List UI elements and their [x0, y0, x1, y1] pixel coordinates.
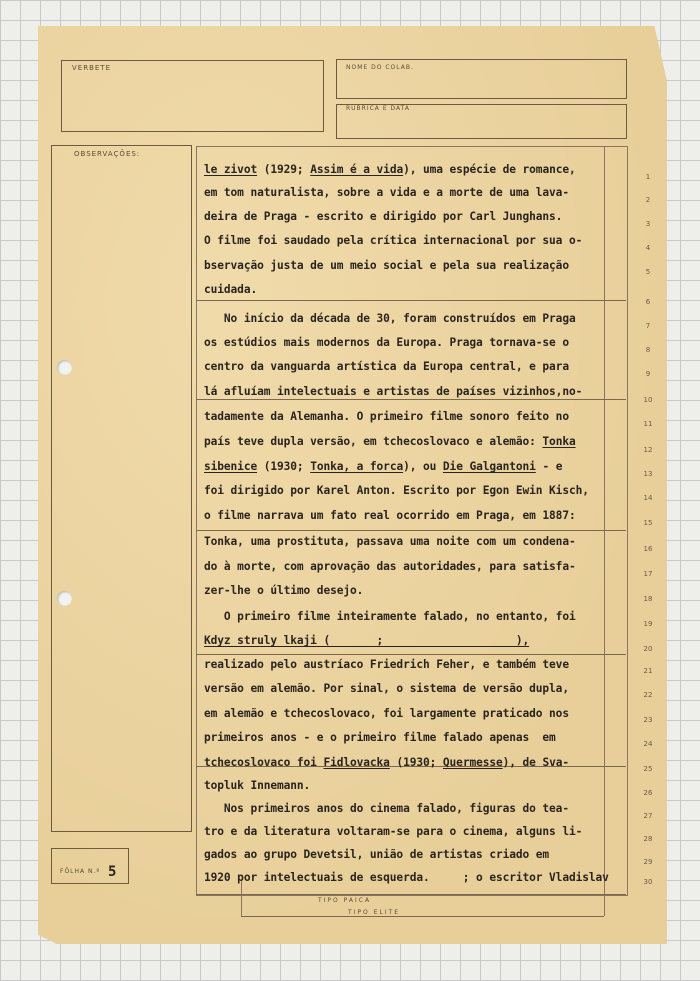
line-number: 1: [645, 173, 651, 181]
line-number: 20: [643, 645, 653, 653]
line-number: 6: [645, 298, 651, 306]
text-span: ), de Sva-: [502, 756, 569, 769]
text-line-27: Nos primeiros anos do cinema falado, figuras do tea-: [204, 802, 569, 815]
margin-rule-left: [241, 880, 242, 916]
text-line-1: [204, 163, 576, 176]
text-line-14: foi dirigido por Karel Anton. Escrito por Egon Ewin Kisch,: [204, 484, 589, 497]
text-line-12: [204, 435, 576, 448]
film-title: Kdyz struly lkaji: [204, 634, 317, 647]
text-line-9: centro da vanguarda artística da Europa central, e para: [204, 360, 569, 373]
text-line-17: do à morte, com aprovação das autoridades, para satisfa-: [204, 560, 576, 573]
line-number: 8: [645, 346, 651, 354]
text-line-2: em tom naturalista, sobre a vida e a morte de uma lava-: [204, 186, 569, 199]
line-number: 13: [643, 470, 653, 478]
text-line-7: No início da década de 30, foram construídos em Praga: [204, 312, 576, 325]
text-line-20: [204, 634, 529, 647]
text-span: - e: [535, 460, 563, 473]
line-number: 14: [643, 494, 653, 502]
folha-box: [51, 848, 129, 884]
line-number: 3: [645, 220, 651, 228]
film-title-translation: Assim é a vida: [310, 163, 404, 176]
guide-rule: [196, 399, 626, 400]
text-line-11: tadamente da Alemanha. O primeiro filme sonoro feito no: [204, 410, 569, 423]
line-number: 9: [645, 370, 651, 378]
line-number: 30: [643, 878, 653, 886]
line-number: 26: [643, 789, 653, 797]
text-line-4: O filme foi saudado pela crítica internacional por sua o-: [204, 234, 583, 247]
nome-colab-label: NOME DO COLAB.: [346, 64, 414, 71]
line-number: 24: [643, 740, 653, 748]
text-line-26: topluk Innemann.: [204, 779, 311, 792]
film-title-translation: Quermesse: [442, 756, 503, 769]
tipo-elite-label: TIPO ELITE: [348, 909, 401, 916]
observacoes-box: [51, 145, 192, 832]
line-number: 18: [643, 595, 653, 603]
guide-rule: [196, 530, 626, 531]
line-number: 2: [645, 196, 651, 204]
text-line-13: [204, 460, 562, 473]
film-title: Tonka: [542, 435, 576, 448]
line-number: 4: [645, 244, 651, 252]
text-span: (1930;: [257, 460, 311, 473]
line-number: 29: [643, 858, 653, 866]
text-span: (1929;: [257, 163, 311, 176]
text-span: país teve dupla versão, em tchecoslovaco e alemão:: [204, 435, 543, 448]
line-number: 12: [643, 446, 653, 454]
film-title: sibenice: [204, 460, 258, 473]
observacoes-label: OBSERVAÇÕES:: [74, 150, 141, 158]
film-title-blank: ( ; ),: [316, 634, 530, 647]
film-title-translation: Tonka, a forca: [310, 460, 404, 473]
verbete-label: VERBETE: [72, 64, 111, 72]
text-line-25: [204, 756, 569, 769]
text-line-21: realizado pelo austríaco Friedrich Feher, e também teve: [204, 658, 569, 671]
folha-number: 5: [108, 864, 117, 880]
line-number: 7: [645, 322, 651, 330]
text-line-24: primeiros anos - e o primeiro filme falado apenas em: [204, 731, 556, 744]
text-span: (1930;: [389, 756, 443, 769]
line-number: 19: [643, 620, 653, 628]
film-title: le zivot: [204, 163, 258, 176]
text-line-22: versão em alemão. Por sinal, o sistema de versão dupla,: [204, 682, 569, 695]
margin-rule-right: [604, 146, 605, 916]
text-line-3: deira de Praga - escrito e dirigido por Carl Junghans.: [204, 210, 563, 223]
line-number: 22: [643, 691, 653, 699]
text-span: ), ou: [403, 460, 443, 473]
line-number: 5: [645, 268, 651, 276]
text-line-28: tro e da literatura voltaram-se para o cinema, alguns li-: [204, 825, 583, 838]
text-line-23: em alemão e tchecoslovaco, foi largamente praticado nos: [204, 707, 569, 720]
text-line-5: bservação justa de um meio social e pela sua realização: [204, 259, 569, 272]
line-number: 17: [643, 570, 653, 578]
folha-label: FÔLHA N.º: [60, 868, 101, 875]
line-number: 23: [643, 716, 653, 724]
text-line-19: O primeiro filme inteiramente falado, no entanto, foi: [204, 610, 576, 623]
guide-rule: [241, 916, 604, 917]
rubrica-label: RUBRICA E DATA: [346, 105, 410, 112]
text-line-18: zer-lhe o último desejo.: [204, 584, 364, 597]
text-line-16: Tonka, uma prostituta, passava uma noite com um condena-: [204, 535, 576, 548]
text-line-8: os estúdios mais modernos da Europa. Praga tornava-se o: [204, 336, 569, 349]
text-line-10: lá afluíam intelectuais e artistas de países vizinhos,no-: [204, 385, 583, 398]
tipo-paica-label: TIPO PAICA: [318, 897, 372, 904]
line-number: 16: [643, 545, 653, 553]
line-number: 10: [643, 396, 653, 404]
text-line-6: cuidada.: [204, 283, 258, 296]
guide-rule: [196, 894, 626, 895]
line-number: 27: [643, 812, 653, 820]
film-title-german: Die Galgantoni: [442, 460, 536, 473]
line-number: 25: [643, 765, 653, 773]
text-line-30: 1920 por intelectuais de esquerda. ; o escritor Vladislav: [204, 871, 609, 884]
line-number: 11: [643, 420, 653, 428]
text-span: tchecoslovaco foi: [204, 756, 324, 769]
line-number: 21: [643, 667, 653, 675]
text-span: ), uma espécie de romance,: [403, 163, 576, 176]
line-number: 28: [643, 835, 653, 843]
film-title: Fidlovacka: [323, 756, 390, 769]
text-line-15: o filme narrava um fato real ocorrido em Praga, em 1887:: [204, 509, 576, 522]
guide-rule: [196, 654, 626, 655]
text-line-29: gados ao grupo Devetsil, união de artistas criado em: [204, 848, 550, 861]
guide-rule: [196, 300, 626, 301]
line-number: 15: [643, 519, 653, 527]
